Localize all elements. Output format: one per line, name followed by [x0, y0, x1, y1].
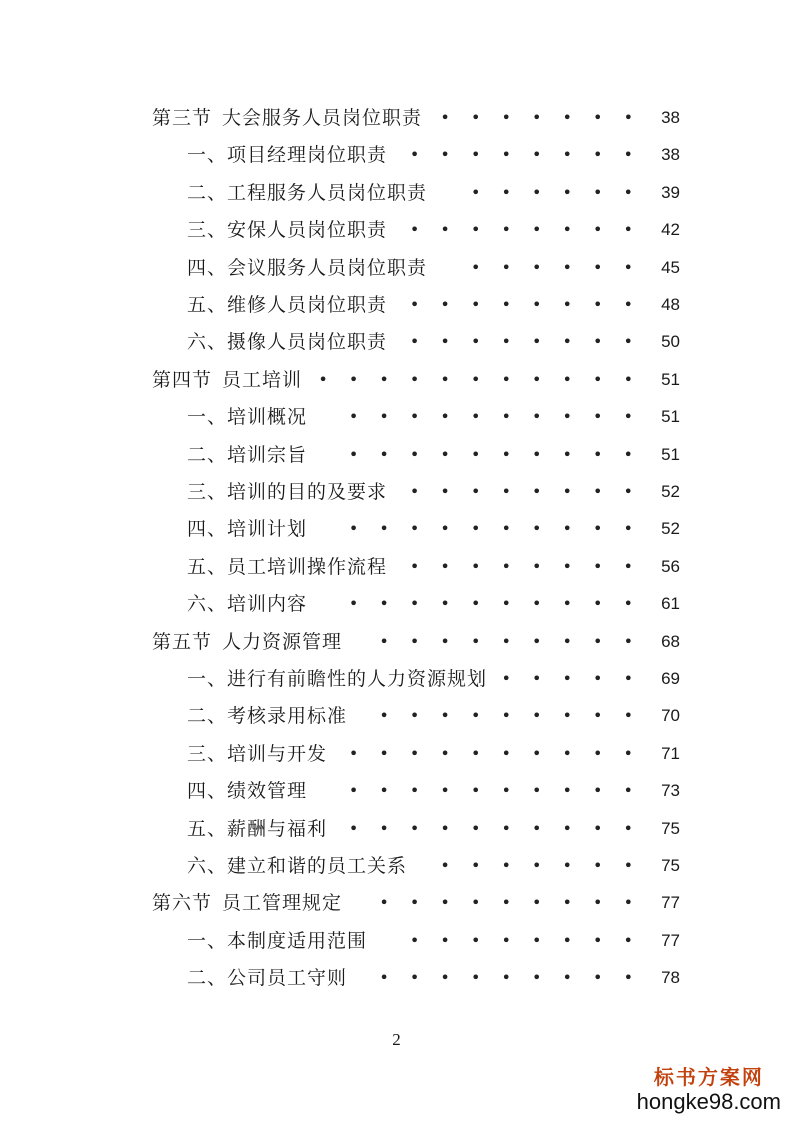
- toc-label: [187, 923, 367, 959]
- toc-leader-dots: • • • • • • • • • •: [348, 743, 633, 763]
- toc-page-number: 51: [661, 407, 680, 427]
- toc-page-number: 73: [661, 781, 680, 801]
- toc-page-number: 38: [661, 108, 680, 127]
- toc-label: [187, 212, 387, 248]
- toc-leader-dots: • • • • • •: [470, 257, 633, 277]
- toc-entry-number: 二、: [187, 443, 228, 466]
- toc-label: [187, 736, 327, 772]
- toc-leader-dots: • • • • • •: [470, 182, 633, 202]
- toc-label: [187, 437, 307, 473]
- toc-entry-number: 五、: [187, 555, 228, 578]
- toc-page-number: 75: [661, 818, 680, 838]
- toc-section-row[interactable]: [0, 624, 793, 660]
- toc-item-row[interactable]: [0, 586, 793, 622]
- toc-entry-number: 六、: [187, 855, 228, 877]
- toc-page-number: 77: [661, 893, 680, 913]
- toc-section-row[interactable]: [0, 885, 793, 921]
- toc-entry-number: 一、: [187, 144, 228, 167]
- toc-entry-title: 培训的目的及要求: [227, 481, 388, 503]
- toc-entry-number: 一、: [187, 929, 228, 952]
- toc-item-row[interactable]: [0, 324, 793, 360]
- toc-leader-dots: • • • • • • • •: [409, 220, 633, 240]
- toc-entry-title: 员工培训: [222, 368, 303, 391]
- toc-item-row[interactable]: [0, 549, 793, 585]
- toc-page-number: 51: [661, 444, 680, 464]
- toc-leader-dots: • • • • • • • • • •: [348, 594, 633, 614]
- toc-item-row[interactable]: [0, 811, 793, 847]
- toc-label: [187, 773, 307, 809]
- toc-label: [152, 100, 422, 136]
- toc-entry-number: 二、: [187, 181, 228, 204]
- toc-label: [187, 287, 387, 323]
- toc-entry-number: 二、: [187, 967, 228, 990]
- toc-page-number: 75: [661, 856, 680, 875]
- toc-leader-dots: • • • • • • • • •: [379, 893, 633, 913]
- toc-label: [187, 399, 307, 435]
- page-number: 2: [392, 1030, 401, 1049]
- toc-label: [187, 960, 347, 996]
- toc-leader-dots: • • • • • • • •: [409, 145, 633, 165]
- toc-item-row[interactable]: [0, 661, 793, 697]
- toc-label: [187, 661, 487, 697]
- toc-entry-title: 建立和谐的员工关系: [227, 855, 408, 877]
- toc-leader-dots: • • • • • • • •: [409, 295, 633, 314]
- toc-leader-dots: • • • • • • • • • •: [348, 781, 633, 801]
- toc-label: [187, 698, 347, 734]
- toc-page-number: 38: [661, 145, 680, 165]
- toc-entry-number: 三、: [187, 481, 228, 503]
- toc-label: [187, 474, 387, 510]
- toc-entry-number: 三、: [187, 219, 228, 242]
- toc-entry-number: 五、: [187, 294, 228, 316]
- toc-label: [187, 175, 427, 211]
- toc-entry-title: 培训与开发: [227, 742, 328, 765]
- toc-item-row[interactable]: [0, 736, 793, 772]
- toc-page-number: 52: [661, 519, 680, 539]
- toc-entry-number: 六、: [187, 593, 228, 616]
- toc-leader-dots: • • • • • • • •: [409, 332, 633, 352]
- toc-page-number: 56: [661, 556, 680, 576]
- toc-entry-number: 第六节: [152, 892, 213, 915]
- toc-page-number: 50: [661, 332, 680, 352]
- toc-entry-title: 薪酬与福利: [227, 817, 328, 840]
- toc-item-row[interactable]: [0, 212, 793, 248]
- toc-page-number: 48: [661, 295, 680, 314]
- toc-label: [187, 811, 327, 847]
- toc-entry-number: 一、: [187, 406, 228, 429]
- toc-item-row[interactable]: [0, 175, 793, 211]
- toc-entry-title: 培训概况: [227, 406, 308, 429]
- toc-entry-title: 工程服务人员岗位职责: [227, 181, 428, 204]
- toc-page-number: 68: [661, 631, 680, 651]
- toc-leader-dots: • • • • •: [501, 669, 633, 688]
- toc-label: [187, 324, 387, 360]
- toc-leader-dots: • • • • • • • • •: [379, 706, 633, 726]
- toc-entry-title: 绩效管理: [227, 780, 308, 803]
- toc-entry-title: 摄像人员岗位职责: [227, 331, 388, 354]
- toc-entry-title: 培训计划: [227, 518, 308, 541]
- toc-label: [152, 362, 302, 398]
- toc-leader-dots: • • • • • • •: [440, 108, 633, 127]
- toc-label: [187, 137, 387, 173]
- toc-entry-title: 员工管理规定: [222, 892, 343, 915]
- toc-entry-number: 三、: [187, 742, 228, 765]
- toc-item-row[interactable]: [0, 773, 793, 809]
- toc-section-row[interactable]: [0, 362, 793, 398]
- toc-entry-number: 第四节: [152, 368, 213, 391]
- toc-item-row[interactable]: [0, 511, 793, 547]
- toc-entry-number: 二、: [187, 705, 228, 728]
- toc-entry-number: 第三节: [152, 107, 213, 129]
- toc-page-number: 78: [661, 968, 680, 988]
- toc-leader-dots: • • • • • • •: [440, 856, 633, 875]
- toc-leader-dots: • • • • • • • • • • •: [318, 369, 633, 389]
- toc-item-row[interactable]: [0, 287, 793, 323]
- toc-item-row[interactable]: [0, 698, 793, 734]
- toc-entry-number: 四、: [187, 256, 228, 279]
- toc-item-row[interactable]: [0, 437, 793, 473]
- toc-item-row[interactable]: [0, 960, 793, 996]
- toc-page-number: 71: [661, 743, 680, 763]
- toc-page-number: 39: [661, 182, 680, 202]
- toc-label: [187, 549, 387, 585]
- toc-entry-title: 员工培训操作流程: [227, 555, 388, 578]
- toc-item-row[interactable]: [0, 250, 793, 286]
- toc-leader-dots: • • • • • • • • • •: [348, 444, 633, 464]
- toc-entry-number: 六、: [187, 331, 228, 354]
- toc-page-number: 42: [661, 220, 680, 240]
- toc-leader-dots: • • • • • • • • • •: [348, 519, 633, 539]
- toc-entry-title: 培训内容: [227, 593, 308, 616]
- toc-leader-dots: • • • • • • • • •: [379, 631, 633, 651]
- toc-entry-title: 人力资源管理: [222, 630, 343, 653]
- toc-label: [187, 250, 427, 286]
- toc-entry-title: 维修人员岗位职责: [227, 294, 388, 316]
- watermark-cn: 标书方案网: [653, 1065, 764, 1089]
- toc-entry-number: 五、: [187, 817, 228, 840]
- toc-label: [152, 624, 342, 660]
- toc-leader-dots: • • • • • • • •: [409, 556, 633, 576]
- toc-page-number: 45: [661, 257, 680, 277]
- toc-label: [187, 511, 307, 547]
- toc-section-row[interactable]: [0, 100, 793, 136]
- toc-label: [152, 885, 342, 921]
- watermark-en: hongke98.com: [636, 1089, 781, 1114]
- toc-leader-dots: • • • • • • • • • •: [348, 818, 633, 838]
- toc-entry-title: 公司员工守则: [227, 967, 348, 990]
- toc-page-number: 52: [661, 482, 680, 501]
- toc-page-number: 70: [661, 706, 680, 726]
- toc-item-row[interactable]: [0, 923, 793, 959]
- toc-item-row[interactable]: [0, 848, 793, 884]
- toc-entry-title: 大会服务人员岗位职责: [222, 107, 423, 129]
- toc-item-row[interactable]: [0, 474, 793, 510]
- toc-page-number: 69: [661, 669, 680, 688]
- toc-entry-number: 一、: [187, 668, 228, 690]
- toc-page-number: 51: [661, 369, 680, 389]
- toc-entry-title: 项目经理岗位职责: [227, 144, 388, 167]
- toc-entry-title: 考核录用标准: [227, 705, 348, 728]
- toc-entry-title: 本制度适用范围: [227, 929, 368, 952]
- watermark-logo: [637, 1064, 781, 1114]
- toc-item-row[interactable]: [0, 399, 793, 435]
- toc-entry-title: 安保人员岗位职责: [227, 219, 388, 242]
- toc-entry-title: 会议服务人员岗位职责: [227, 256, 428, 279]
- toc-entry-number: 第五节: [152, 630, 213, 653]
- toc-leader-dots: • • • • • • • • •: [379, 968, 633, 988]
- toc-leader-dots: • • • • • • • •: [409, 482, 633, 501]
- toc-entry-title: 培训宗旨: [227, 443, 308, 466]
- toc-label: [187, 848, 407, 884]
- toc-entry-number: 四、: [187, 780, 228, 803]
- toc-entry-title: 进行有前瞻性的人力资源规划: [227, 668, 488, 690]
- toc-label: [187, 586, 307, 622]
- toc-leader-dots: • • • • • • • •: [409, 930, 633, 950]
- toc-page-number: 61: [661, 594, 680, 614]
- toc-leader-dots: • • • • • • • • • •: [348, 407, 633, 427]
- toc-entry-number: 四、: [187, 518, 228, 541]
- toc-item-row[interactable]: [0, 137, 793, 173]
- toc-page-number: 77: [661, 930, 680, 950]
